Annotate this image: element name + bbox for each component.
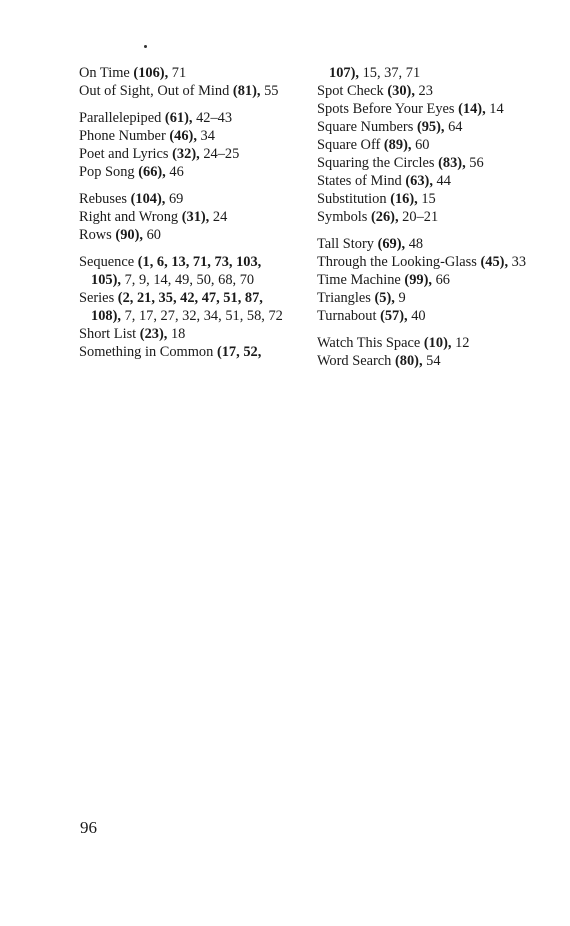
- entry-page-numbers: 56: [465, 155, 484, 171]
- entry-title: On Time: [79, 65, 130, 81]
- entry-page-numbers: 60: [411, 137, 430, 153]
- index-entry: [79, 64, 289, 82]
- index-entry: [317, 253, 537, 271]
- entry-title: Symbols: [317, 209, 368, 225]
- entry-puzzle-numbers: (80),: [394, 353, 423, 369]
- index-entry: [317, 289, 537, 307]
- entry-puzzle-numbers: (17, 52,: [216, 344, 262, 360]
- entry-page-numbers: 9: [394, 290, 406, 306]
- index-entry-continuation: 107), 15, 37, 71: [329, 65, 421, 81]
- entry-page-numbers: 42–43: [192, 110, 233, 126]
- entry-puzzle-numbers: (61),: [164, 110, 193, 126]
- index-entry: [317, 208, 537, 226]
- entry-page-numbers: 55: [260, 83, 279, 99]
- entry-puzzle-numbers: (63),: [405, 173, 433, 189]
- index-entry: [79, 253, 289, 289]
- entry-title: Triangles: [317, 290, 371, 306]
- index-entry: [79, 145, 289, 163]
- group-gap: [317, 226, 537, 235]
- entry-title: Short List: [79, 326, 137, 342]
- index-entry: [79, 325, 289, 343]
- entry-page-numbers: 20–21: [398, 209, 439, 225]
- entry-page-numbers: 44: [432, 173, 451, 189]
- index-entry: [317, 154, 537, 172]
- entry-puzzle-numbers: (57),: [380, 308, 408, 324]
- entry-puzzle-numbers: (2, 21, 35, 42, 47, 51, 87, 108),: [91, 290, 263, 324]
- entry-puzzle-numbers: (14),: [458, 101, 486, 117]
- entry-title: Substitution: [317, 191, 387, 207]
- entry-title: Tall Story: [317, 236, 374, 252]
- index-column-right: [317, 64, 537, 370]
- index-entry: [317, 352, 537, 370]
- index-entry: [317, 334, 537, 352]
- entry-puzzle-numbers: (104),: [130, 191, 166, 207]
- group-gap: [79, 244, 289, 253]
- entry-title: Rows: [79, 227, 112, 243]
- entry-title: Turnabout: [317, 308, 377, 324]
- entry-puzzle-numbers: (83),: [438, 155, 466, 171]
- entry-title: Spots Before Your Eyes: [317, 101, 455, 117]
- entry-title: Phone Number: [79, 128, 166, 144]
- entry-page-numbers: 46: [165, 164, 184, 180]
- entry-puzzle-numbers: (66),: [138, 164, 166, 180]
- entry-title: Pop Song: [79, 164, 135, 180]
- index-entry: [79, 82, 289, 100]
- index-entry: [79, 109, 289, 127]
- entry-page-numbers: 40: [407, 308, 426, 324]
- entry-page-numbers: 33: [508, 254, 527, 270]
- entry-page-numbers: 24–25: [199, 146, 240, 162]
- index-entry: [79, 190, 289, 208]
- entry-title: Out of Sight, Out of Mind: [79, 83, 230, 99]
- entry-title: Right and Wrong: [79, 209, 179, 225]
- entry-page-numbers: 15: [417, 191, 436, 207]
- index-entry: [317, 190, 537, 208]
- entry-puzzle-numbers: (90),: [115, 227, 143, 243]
- entry-puzzle-numbers: (95),: [416, 119, 445, 135]
- entry-title: Square Numbers: [317, 119, 414, 135]
- entry-title: Time Machine: [317, 272, 401, 288]
- entry-title: Parallelepiped: [79, 110, 162, 126]
- entry-page-numbers: 54: [422, 353, 441, 369]
- entry-page-numbers: 7, 9, 14, 49, 50, 68, 70: [120, 272, 255, 288]
- entry-page-numbers: 71: [168, 65, 187, 81]
- index-entry: [317, 307, 537, 325]
- entry-title: Square Off: [317, 137, 381, 153]
- group-gap: [317, 325, 537, 334]
- entry-page-numbers: 14: [485, 101, 504, 117]
- index-entry: [79, 163, 289, 181]
- index-entry: [317, 118, 537, 136]
- entry-title: Squaring the Circles: [317, 155, 435, 171]
- entry-puzzle-numbers: (10),: [423, 335, 452, 351]
- entry-page-numbers: 7, 17, 27, 32, 34, 51, 58, 72: [120, 308, 283, 324]
- entry-title: Poet and Lyrics: [79, 146, 169, 162]
- entry-page-numbers: 69: [165, 191, 184, 207]
- entry-title: States of Mind: [317, 173, 402, 189]
- entry-puzzle-numbers: (23),: [139, 326, 168, 342]
- index-column-left: [79, 64, 289, 361]
- group-gap: [79, 100, 289, 109]
- entry-page-numbers: 64: [444, 119, 463, 135]
- entry-puzzle-numbers: (99),: [404, 272, 432, 288]
- entry-puzzle-numbers: (106),: [133, 65, 169, 81]
- entry-title: Word Search: [317, 353, 392, 369]
- entry-page-numbers: 24: [209, 209, 228, 225]
- index-entry: [317, 100, 537, 118]
- entry-puzzle-numbers: (69),: [377, 236, 406, 252]
- entry-puzzle-numbers: (16),: [390, 191, 418, 207]
- index-entry: [317, 172, 537, 190]
- entry-puzzle-numbers: (1, 6, 13, 71, 73, 103, 105),: [91, 254, 262, 288]
- entry-puzzle-numbers: (89),: [383, 137, 412, 153]
- entry-page-numbers: 34: [196, 128, 215, 144]
- entry-title: Through the Looking-Glass: [317, 254, 477, 270]
- entry-page-numbers: 60: [142, 227, 161, 243]
- entry-puzzle-numbers: (30),: [387, 83, 415, 99]
- entry-title: Rebuses: [79, 191, 127, 207]
- page-number: 96: [80, 818, 97, 837]
- index-entry: [79, 127, 289, 145]
- entry-page-numbers: 12: [451, 335, 470, 351]
- entry-puzzle-numbers: (32),: [172, 146, 200, 162]
- group-gap: [79, 181, 289, 190]
- index-entry: [79, 343, 289, 361]
- entry-title: Sequence: [79, 254, 135, 270]
- index-entry: [317, 82, 537, 100]
- index-entry: [79, 226, 289, 244]
- stray-mark: [144, 45, 147, 48]
- entry-puzzle-numbers: (31),: [181, 209, 210, 225]
- index-entry: [79, 289, 289, 325]
- entry-page-numbers: 66: [432, 272, 450, 288]
- entry-title: Something in Common: [79, 344, 214, 360]
- entry-puzzle-numbers: (26),: [371, 209, 399, 225]
- entry-title: Watch This Space: [317, 335, 421, 351]
- index-entry: [317, 271, 537, 289]
- entry-page-numbers: 48: [405, 236, 424, 252]
- entry-puzzle-numbers: (81),: [232, 83, 261, 99]
- entry-puzzle-numbers: (46),: [169, 128, 197, 144]
- entry-puzzle-numbers: (5),: [374, 290, 395, 306]
- entry-title: Series: [79, 290, 115, 306]
- index-entry: [317, 235, 537, 253]
- index-entry: [317, 136, 537, 154]
- entry-title: Spot Check: [317, 83, 384, 99]
- entry-page-numbers: 18: [167, 326, 186, 342]
- entry-page-numbers: 23: [414, 83, 433, 99]
- entry-puzzle-numbers: (45),: [480, 254, 509, 270]
- index-entry: [79, 208, 289, 226]
